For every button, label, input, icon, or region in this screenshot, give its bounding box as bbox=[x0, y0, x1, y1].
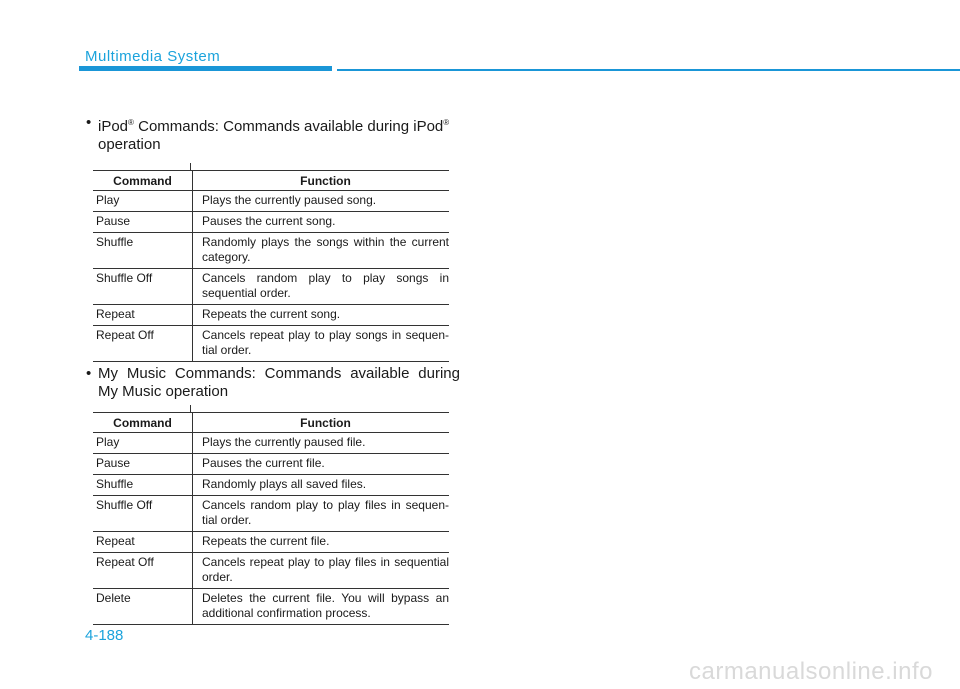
function-cell: Pauses the current file. bbox=[193, 454, 450, 475]
command-cell: Repeat Off bbox=[93, 326, 193, 362]
mymusic-commands-table bbox=[93, 412, 449, 625]
table-row bbox=[93, 496, 449, 532]
ipod-commands-table bbox=[93, 170, 449, 362]
function-cell: Cancels random play to play songs in sequential order. bbox=[193, 269, 450, 305]
ipod-commands-bullet bbox=[86, 114, 460, 154]
column-header-command: Command bbox=[93, 171, 193, 191]
function-cell: Plays the currently paused file. bbox=[193, 433, 450, 454]
command-cell: Repeat bbox=[93, 305, 193, 326]
table-row bbox=[93, 433, 449, 454]
function-cell: Cancels repeat play to play files in sequential order. bbox=[193, 553, 450, 589]
function-cell: Repeats the current file. bbox=[193, 532, 450, 553]
function-cell: Cancels repeat play to play songs in sequen-tial order. bbox=[193, 326, 450, 362]
function-cell: Repeats the current song. bbox=[193, 305, 450, 326]
command-cell: Shuffle Off bbox=[93, 496, 193, 532]
registered-mark: ® bbox=[128, 118, 134, 127]
column-header-command: Command bbox=[93, 413, 193, 433]
ipod-bullet-text-3: operation bbox=[98, 136, 161, 153]
column-header-function: Function bbox=[193, 171, 450, 191]
mymusic-bullet-text-2: My Music operation bbox=[98, 383, 229, 400]
mymusic-bullet-text-1: My Music Commands: Commands available during bbox=[98, 365, 460, 382]
bullet-dot: • bbox=[86, 114, 92, 131]
command-cell: Delete bbox=[93, 589, 193, 625]
table-row bbox=[93, 233, 449, 269]
command-cell: Repeat Off bbox=[93, 553, 193, 589]
command-cell: Shuffle Off bbox=[93, 269, 193, 305]
table-row bbox=[93, 212, 449, 233]
table-row bbox=[93, 553, 449, 589]
command-cell: Pause bbox=[93, 212, 193, 233]
command-cell: Pause bbox=[93, 454, 193, 475]
header-rule-thick bbox=[79, 66, 332, 71]
function-cell: Randomly plays the songs within the current category. bbox=[193, 233, 450, 269]
function-cell: Cancels random play to play files in sequen-tial order. bbox=[193, 496, 450, 532]
function-cell: Deletes the current file. You will bypass an additional confirmation process. bbox=[193, 589, 450, 625]
table-row bbox=[93, 269, 449, 305]
command-cell: Shuffle bbox=[93, 233, 193, 269]
watermark: carmanualsonline.info bbox=[689, 658, 933, 685]
bullet-dot: • bbox=[86, 365, 92, 382]
table-row bbox=[93, 305, 449, 326]
table-row bbox=[93, 454, 449, 475]
table-row bbox=[93, 326, 449, 362]
table-row bbox=[93, 532, 449, 553]
table-row bbox=[93, 475, 449, 496]
header-rule-thin bbox=[337, 69, 960, 71]
function-cell: Randomly plays all saved files. bbox=[193, 475, 450, 496]
ipod-bullet-text-2: Commands: Commands available during iPod bbox=[133, 118, 444, 135]
table-row bbox=[93, 191, 449, 212]
column-header-function: Function bbox=[193, 413, 450, 433]
function-cell: Pauses the current song. bbox=[193, 212, 450, 233]
command-cell: Repeat bbox=[93, 532, 193, 553]
table-row bbox=[93, 589, 449, 625]
command-cell: Play bbox=[93, 433, 193, 454]
command-cell: Play bbox=[93, 191, 193, 212]
function-cell: Plays the currently paused song. bbox=[193, 191, 450, 212]
command-cell: Shuffle bbox=[93, 475, 193, 496]
mymusic-commands-bullet bbox=[86, 365, 460, 401]
section-title: Multimedia System bbox=[85, 48, 221, 65]
registered-mark: ® bbox=[443, 118, 450, 127]
page-number: 4-188 bbox=[85, 627, 124, 644]
ipod-bullet-text-1: iPod bbox=[98, 118, 129, 135]
